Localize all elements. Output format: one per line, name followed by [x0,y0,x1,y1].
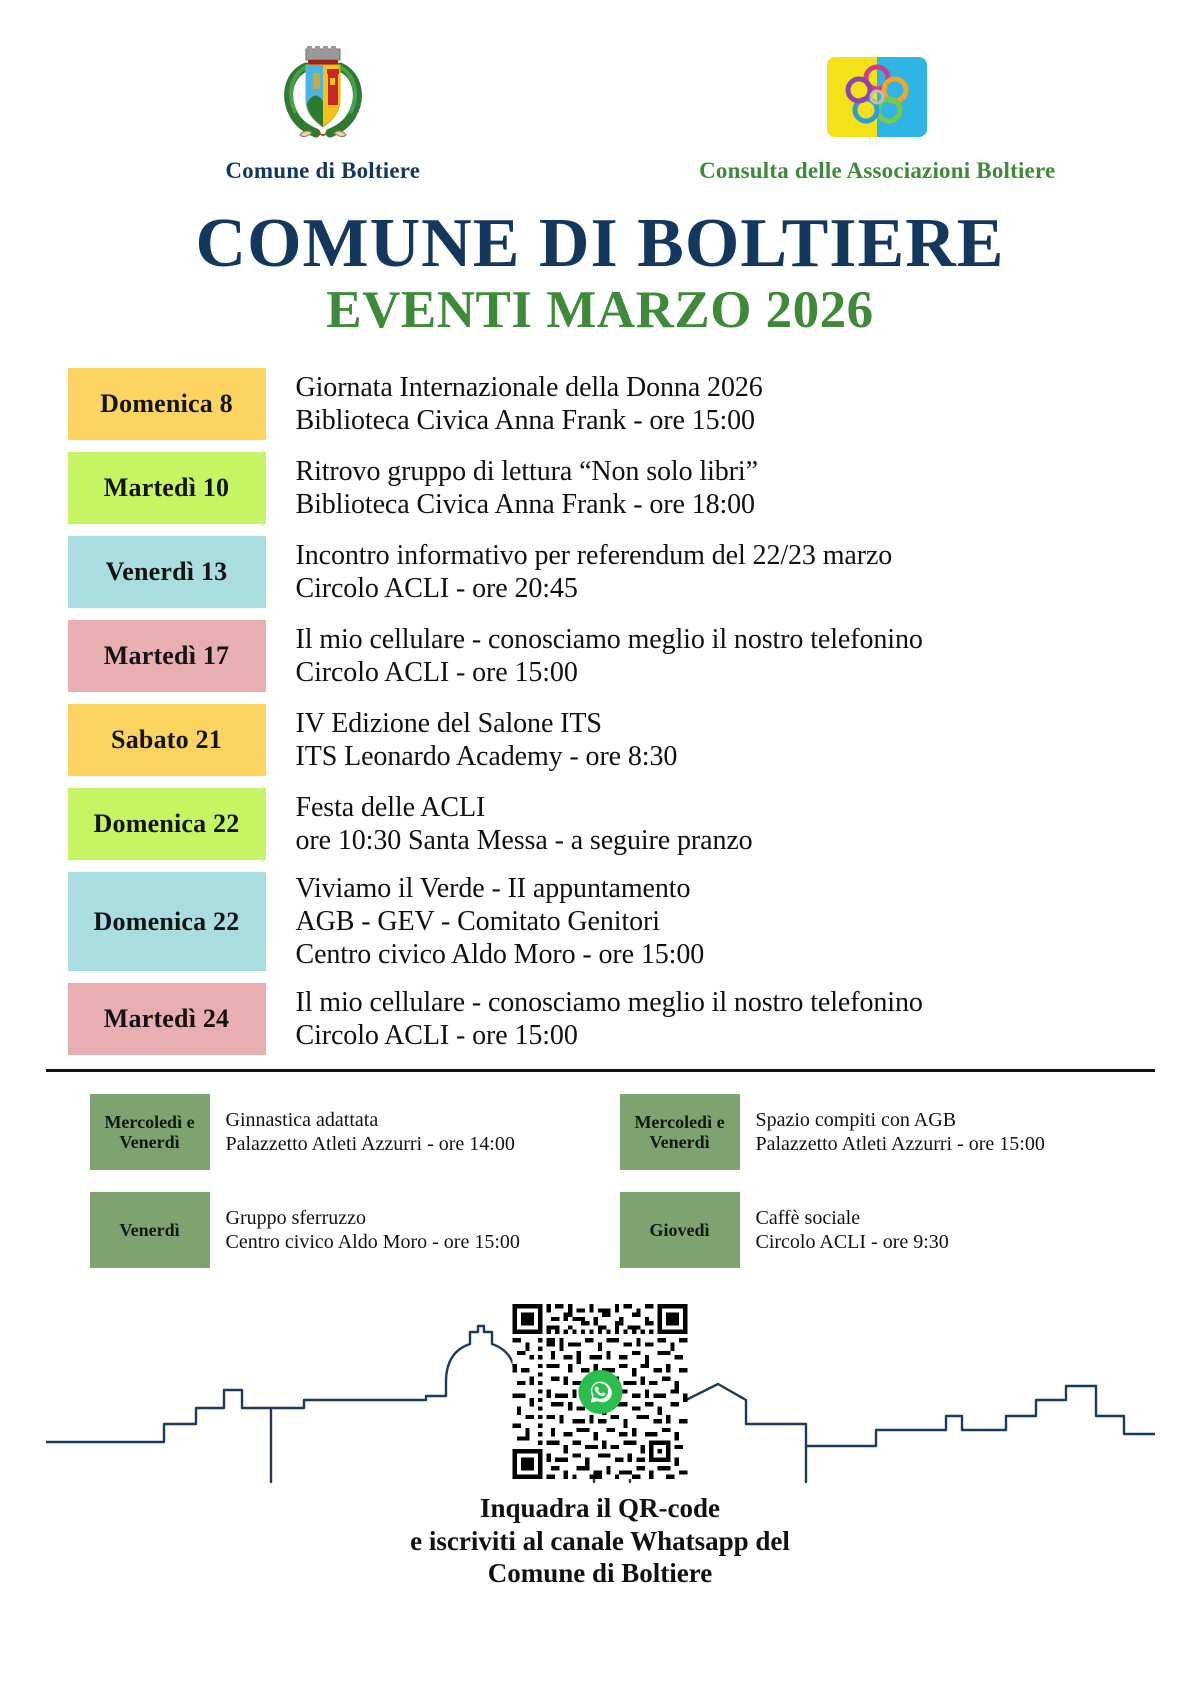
event-row [68,983,1143,1055]
event-date-chip: Martedì 24 [68,983,266,1055]
recurring-event-line: Centro civico Aldo Moro - ore 15:00 [225,1231,520,1254]
event-row [68,620,1143,692]
event-line: Biblioteca Civica Anna Frank - ore 15:00 [295,405,755,437]
event-line: Il mio cellulare - conosciamo meglio il nostro telefonino [295,624,923,656]
recurring-event-line: Gruppo sferruzzo [225,1207,366,1230]
recurring-event-line: Spazio compiti con AGB [755,1109,957,1132]
event-description [266,983,923,1055]
footer [46,1296,1155,1696]
boltiere-coat-of-arms-icon [108,44,538,149]
recurring-day-chip: Venerdì [90,1192,210,1268]
event-date-chip: Sabato 21 [68,704,266,776]
event-description [266,872,705,971]
recurring-event-description [210,1192,520,1268]
event-line: Giornata Internazionale della Donna 2026 [295,372,763,404]
recurring-event-item [90,1192,620,1268]
footer-caption [46,1492,1155,1589]
event-line: ore 10:30 Santa Messa - a seguire pranzo [295,825,753,857]
event-date-chip: Domenica 22 [68,788,266,860]
event-description [266,368,763,440]
recurring-event-line: Circolo ACLI - ore 9:30 [755,1231,949,1254]
consulta-logo-block [662,44,1092,184]
comune-logo-block [108,44,538,184]
event-line: Circolo ACLI - ore 15:00 [295,657,578,689]
event-line: Ritrovo gruppo di lettura “Non solo libri” [295,456,758,488]
recurring-day-chip: Giovedì [620,1192,740,1268]
recurring-event-item [90,1094,620,1170]
recurring-event-line: Caffè sociale [755,1207,861,1230]
event-date-chip: Domenica 22 [68,872,266,971]
consulta-logo-caption: Consulta delle Associazioni Boltiere [699,158,1056,183]
logo-header [46,0,1155,184]
event-date-chip: Venerdì 13 [68,536,266,608]
event-line: Centro civico Aldo Moro - ore 15:00 [295,939,705,971]
event-description [266,620,923,692]
event-line: Il mio cellulare - conosciamo meglio il nostro telefonino [295,987,923,1019]
consulta-associazioni-flower-icon [662,44,1092,149]
recurring-event-description [740,1192,949,1268]
event-description [266,536,893,608]
event-line: Incontro informativo per referendum del 22/23 marzo [295,540,893,572]
recurring-day-chip: Mercoledì e Venerdì [620,1094,740,1170]
recurring-event-line: Palazzetto Atleti Azzurri - ore 15:00 [755,1133,1045,1156]
qr-code-block[interactable] [513,1304,688,1479]
recurring-event-line: Ginnastica adattata [225,1109,379,1132]
event-line: Festa delle ACLI [295,792,486,824]
event-row [68,704,1143,776]
event-description [266,788,753,860]
event-line: IV Edizione del Salone ITS [295,708,602,740]
recurring-events-list [46,1072,1155,1290]
event-line: Viviamo il Verde - II appuntamento [295,873,691,905]
event-line: ITS Leonardo Academy - ore 8:30 [295,741,678,773]
comune-logo-caption: Comune di Boltiere [225,158,421,183]
event-row [68,872,1143,971]
recurring-event-line: Palazzetto Atleti Azzurri - ore 14:00 [225,1133,515,1156]
event-row [68,452,1143,524]
recurring-event-description [210,1094,515,1170]
footer-caption-line: Inquadra il QR-code [479,1493,721,1524]
recurring-event-description [740,1094,1045,1170]
event-date-chip: Martedì 10 [68,452,266,524]
event-line: Circolo ACLI - ore 15:00 [295,1020,578,1052]
footer-caption-line: Comune di Boltiere [487,1558,713,1589]
recurring-day-chip: Mercoledì e Venerdì [90,1094,210,1170]
event-row [68,368,1143,440]
poster [46,0,1155,1697]
page-subtitle: EVENTI MARZO 2026 [326,280,874,339]
event-description [266,704,678,776]
event-row [68,536,1143,608]
event-line: Biblioteca Civica Anna Frank - ore 18:00 [295,489,755,521]
recurring-event-item [620,1094,1150,1170]
event-row [68,788,1143,860]
footer-caption-line: e iscriviti al canale Whatsapp del [410,1525,790,1556]
event-date-chip: Domenica 8 [68,368,266,440]
recurring-event-item [620,1192,1150,1268]
event-line: AGB - GEV - Comitato Genitori [295,906,660,938]
page-title: COMUNE DI BOLTIERE [195,205,1005,282]
events-list [46,368,1155,1055]
event-line: Circolo ACLI - ore 20:45 [295,573,578,605]
whatsapp-icon [578,1370,622,1414]
event-description [266,452,758,524]
event-date-chip: Martedì 17 [68,620,266,692]
